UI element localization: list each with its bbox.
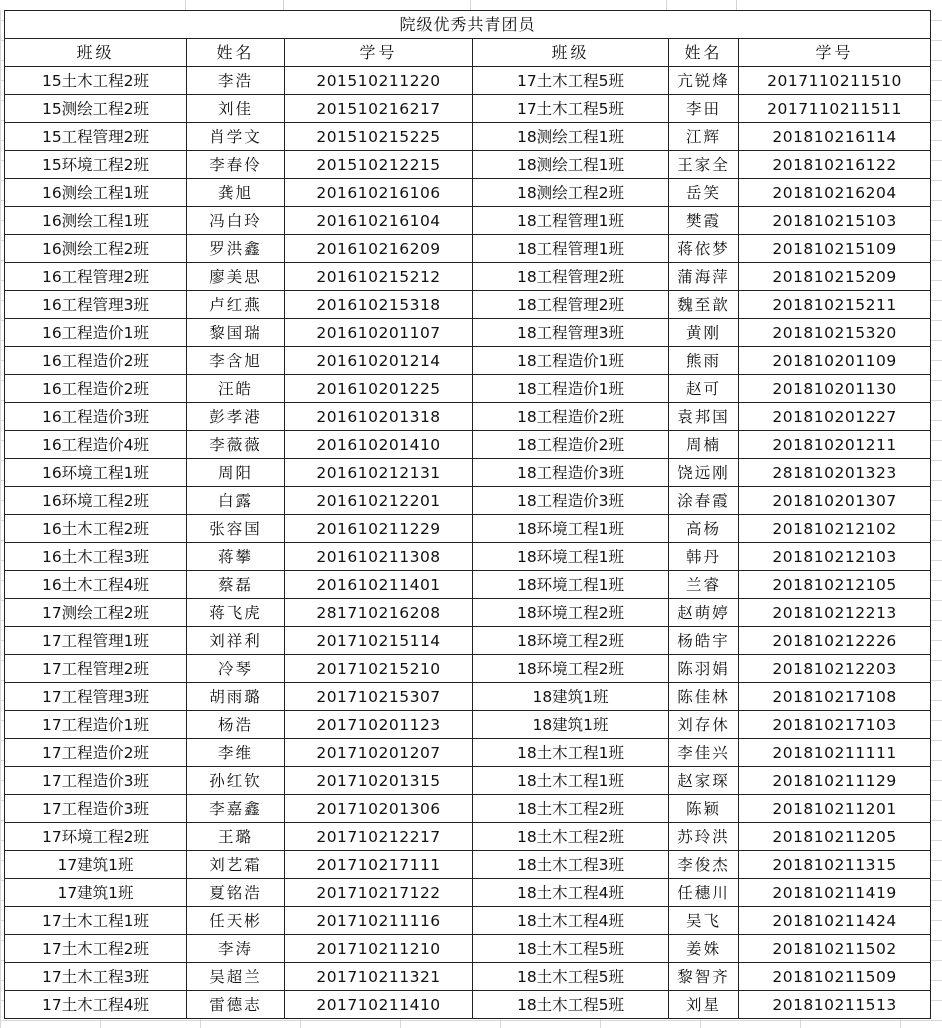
cell-name-right[interactable]: 苏玲洪 (669, 823, 739, 851)
cell-id-left[interactable]: 201710211116 (285, 907, 473, 935)
cell-name-right[interactable]: 吴飞 (669, 907, 739, 935)
cell-name-right[interactable]: 赵可 (669, 375, 739, 403)
cell-name-right[interactable]: 李田 (669, 95, 739, 123)
cell-name-right[interactable]: 熊雨 (669, 347, 739, 375)
title-row (5, 11, 931, 39)
cell-class-left[interactable]: 16测绘工程1班 (5, 207, 187, 235)
cell-id-right[interactable]: 201810212213 (739, 599, 931, 627)
header-class-right[interactable]: 班级 (473, 39, 669, 67)
table-row (5, 739, 931, 767)
cell-id-left[interactable]: 201510212215 (285, 151, 473, 179)
cell-id-left[interactable]: 201610211401 (285, 571, 473, 599)
cell-id-right[interactable]: 201810211111 (739, 739, 931, 767)
cell-name-right[interactable]: 陈羽娟 (669, 655, 739, 683)
cell-name-right[interactable]: 李佳兴 (669, 739, 739, 767)
table-row (5, 95, 931, 123)
cell-id-right[interactable]: 201810201307 (739, 487, 931, 515)
cell-class-right[interactable]: 18测绘工程2班 (473, 179, 669, 207)
cell-class-right[interactable]: 18工程造价3班 (473, 459, 669, 487)
cell-class-left[interactable]: 15工程管理2班 (5, 123, 187, 151)
table-row (5, 627, 931, 655)
cell-name-right[interactable]: 任穗川 (669, 879, 739, 907)
cell-id-left[interactable]: 201710217111 (285, 851, 473, 879)
table-row (5, 263, 931, 291)
table-row (5, 823, 931, 851)
table-row (5, 711, 931, 739)
cell-id-left[interactable]: 201710215210 (285, 655, 473, 683)
cell-class-right[interactable]: 18土木工程5班 (473, 991, 669, 1019)
cell-id-left[interactable]: 201510215225 (285, 123, 473, 151)
cell-id-left[interactable]: 201710217122 (285, 879, 473, 907)
table-row (5, 207, 931, 235)
cell-class-left[interactable]: 16测绘工程2班 (5, 235, 187, 263)
cell-class-left[interactable]: 17土木工程3班 (5, 963, 187, 991)
cell-id-left[interactable]: 201610215212 (285, 263, 473, 291)
cell-name-left[interactable]: 黎国瑞 (187, 319, 285, 347)
table-row (5, 123, 931, 151)
cell-class-left[interactable]: 16工程管理3班 (5, 291, 187, 319)
cell-class-right[interactable]: 18工程造价3班 (473, 487, 669, 515)
cell-class-left[interactable]: 17土木工程1班 (5, 907, 187, 935)
table-row (5, 851, 931, 879)
cell-class-left[interactable]: 15测绘工程2班 (5, 95, 187, 123)
cell-class-left[interactable]: 16工程造价2班 (5, 375, 187, 403)
cell-class-left[interactable]: 17土木工程2班 (5, 935, 187, 963)
cell-class-left[interactable]: 16土木工程4班 (5, 571, 187, 599)
cell-id-left[interactable]: 201710201315 (285, 767, 473, 795)
cell-class-right[interactable]: 18土木工程2班 (473, 795, 669, 823)
table-row (5, 907, 931, 935)
cell-class-left[interactable]: 16环境工程2班 (5, 487, 187, 515)
cell-name-right[interactable]: 王家全 (669, 151, 739, 179)
cell-name-left[interactable]: 蒋攀 (187, 543, 285, 571)
header-class-left[interactable]: 班级 (5, 39, 187, 67)
header-name-left[interactable]: 姓名 (187, 39, 285, 67)
cell-class-right[interactable]: 18环境工程2班 (473, 627, 669, 655)
cell-id-right[interactable]: 2017110211510 (739, 67, 931, 95)
cell-id-left[interactable]: 201610212131 (285, 459, 473, 487)
cell-name-left[interactable]: 李春伶 (187, 151, 285, 179)
cell-id-right[interactable]: 201810215103 (739, 207, 931, 235)
cell-id-right[interactable]: 201810216204 (739, 179, 931, 207)
cell-id-left[interactable]: 201610201214 (285, 347, 473, 375)
cell-class-right[interactable]: 18土木工程5班 (473, 935, 669, 963)
table-row (5, 655, 931, 683)
cell-name-left[interactable]: 龚旭 (187, 179, 285, 207)
cell-class-right[interactable]: 18环境工程1班 (473, 515, 669, 543)
cell-class-right[interactable]: 18工程造价1班 (473, 347, 669, 375)
cell-id-right[interactable]: 201810211205 (739, 823, 931, 851)
cell-class-right[interactable]: 18工程管理2班 (473, 291, 669, 319)
cell-id-right[interactable]: 201810201227 (739, 403, 931, 431)
cell-class-right[interactable]: 18土木工程4班 (473, 907, 669, 935)
table-row (5, 235, 931, 263)
cell-class-right[interactable]: 18工程造价2班 (473, 431, 669, 459)
cell-name-left[interactable]: 李含旭 (187, 347, 285, 375)
cell-id-right[interactable]: 201810201130 (739, 375, 931, 403)
cell-name-right[interactable]: 黄刚 (669, 319, 739, 347)
cell-id-left[interactable]: 201610215318 (285, 291, 473, 319)
cell-name-right[interactable]: 周楠 (669, 431, 739, 459)
cell-name-right[interactable]: 黎智齐 (669, 963, 739, 991)
cell-name-right[interactable]: 赵家琛 (669, 767, 739, 795)
cell-class-left[interactable]: 17测绘工程2班 (5, 599, 187, 627)
cell-class-right[interactable]: 18土木工程3班 (473, 851, 669, 879)
cell-class-left[interactable]: 17环境工程2班 (5, 823, 187, 851)
cell-class-left[interactable]: 16工程造价2班 (5, 347, 187, 375)
header-row (5, 39, 931, 67)
cell-name-right[interactable]: 江辉 (669, 123, 739, 151)
cell-id-left[interactable]: 201610216104 (285, 207, 473, 235)
cell-name-left[interactable]: 蔡磊 (187, 571, 285, 599)
cell-name-right[interactable]: 杨皓宇 (669, 627, 739, 655)
cell-name-left[interactable]: 李浩 (187, 67, 285, 95)
cell-id-left[interactable]: 201610216209 (285, 235, 473, 263)
cell-name-left[interactable]: 张容国 (187, 515, 285, 543)
table-row (5, 991, 931, 1019)
table-row (5, 487, 931, 515)
cell-class-right[interactable]: 18环境工程1班 (473, 571, 669, 599)
cell-name-left[interactable]: 罗洪鑫 (187, 235, 285, 263)
cell-class-left[interactable]: 15环境工程2班 (5, 151, 187, 179)
cell-id-left[interactable]: 201610201107 (285, 319, 473, 347)
cell-class-right[interactable]: 18工程造价1班 (473, 375, 669, 403)
cell-name-left[interactable]: 蒋飞虎 (187, 599, 285, 627)
cell-id-left[interactable]: 201710215307 (285, 683, 473, 711)
cell-class-left[interactable]: 16测绘工程1班 (5, 179, 187, 207)
header-id-right[interactable]: 学号 (739, 39, 931, 67)
table-row (5, 599, 931, 627)
cell-name-left[interactable]: 刘祥利 (187, 627, 285, 655)
cell-name-right[interactable]: 高杨 (669, 515, 739, 543)
cell-id-right[interactable]: 201810215320 (739, 319, 931, 347)
cell-name-left[interactable]: 廖美思 (187, 263, 285, 291)
cell-class-right[interactable]: 18建筑1班 (473, 711, 669, 739)
cell-class-right[interactable]: 18土木工程4班 (473, 879, 669, 907)
cell-name-right[interactable]: 刘星 (669, 991, 739, 1019)
cell-id-right[interactable]: 201810211315 (739, 851, 931, 879)
cell-name-right[interactable]: 蒲海萍 (669, 263, 739, 291)
cell-id-right[interactable]: 201810215211 (739, 291, 931, 319)
cell-class-right[interactable]: 18建筑1班 (473, 683, 669, 711)
cell-name-left[interactable]: 李涛 (187, 935, 285, 963)
cell-id-right[interactable]: 201810212103 (739, 543, 931, 571)
cell-name-right[interactable]: 刘存休 (669, 711, 739, 739)
cell-name-left[interactable]: 李维 (187, 739, 285, 767)
cell-id-left[interactable]: 201510216217 (285, 95, 473, 123)
cell-name-left[interactable]: 冯白玲 (187, 207, 285, 235)
table-row (5, 431, 931, 459)
table-row (5, 459, 931, 487)
cell-name-left[interactable]: 王璐 (187, 823, 285, 851)
cell-name-right[interactable]: 兰睿 (669, 571, 739, 599)
cell-id-left[interactable]: 201710215114 (285, 627, 473, 655)
cell-class-right[interactable]: 18土木工程1班 (473, 739, 669, 767)
cell-name-left[interactable]: 胡雨璐 (187, 683, 285, 711)
cell-class-left[interactable]: 16工程造价3班 (5, 403, 187, 431)
cell-name-right[interactable]: 饶远刚 (669, 459, 739, 487)
cell-id-right[interactable]: 201810211201 (739, 795, 931, 823)
cell-name-left[interactable]: 汪皓 (187, 375, 285, 403)
cell-id-left[interactable]: 201510211220 (285, 67, 473, 95)
cell-class-left[interactable]: 17土木工程4班 (5, 991, 187, 1019)
cell-name-left[interactable]: 白露 (187, 487, 285, 515)
cell-class-left[interactable]: 17建筑1班 (5, 851, 187, 879)
cell-class-right[interactable]: 18环境工程2班 (473, 599, 669, 627)
table-row (5, 543, 931, 571)
cell-id-right[interactable]: 201810217108 (739, 683, 931, 711)
cell-name-right[interactable]: 袁邦国 (669, 403, 739, 431)
cell-id-left[interactable]: 201610201410 (285, 431, 473, 459)
table-row (5, 935, 931, 963)
cell-name-left[interactable]: 彭孝港 (187, 403, 285, 431)
cell-name-left[interactable]: 雷德志 (187, 991, 285, 1019)
cell-id-left[interactable]: 201710211321 (285, 963, 473, 991)
table-title[interactable]: 院级优秀共青团员 (5, 11, 931, 39)
cell-id-right[interactable]: 201810212226 (739, 627, 931, 655)
top-row-strip (0, 0, 942, 10)
cell-class-left[interactable]: 17工程造价3班 (5, 767, 187, 795)
cell-name-left[interactable]: 杨浩 (187, 711, 285, 739)
cell-name-right[interactable]: 赵萌婷 (669, 599, 739, 627)
cell-id-right[interactable]: 201810201109 (739, 347, 931, 375)
cell-id-right[interactable]: 201810216122 (739, 151, 931, 179)
cell-id-right[interactable]: 281810201323 (739, 459, 931, 487)
cell-name-right[interactable]: 姜姝 (669, 935, 739, 963)
cell-id-right[interactable]: 201810211419 (739, 879, 931, 907)
cell-class-right[interactable]: 18工程管理3班 (473, 319, 669, 347)
cell-id-right[interactable]: 201810211509 (739, 963, 931, 991)
cell-class-left[interactable]: 17工程造价1班 (5, 711, 187, 739)
cell-id-left[interactable]: 201710201306 (285, 795, 473, 823)
cell-class-left[interactable]: 17工程造价2班 (5, 739, 187, 767)
cell-id-right[interactable]: 201810211129 (739, 767, 931, 795)
cell-name-left[interactable]: 李薇薇 (187, 431, 285, 459)
cell-class-right[interactable]: 18工程管理1班 (473, 207, 669, 235)
cell-class-left[interactable]: 16土木工程2班 (5, 515, 187, 543)
cell-id-left[interactable]: 201710201123 (285, 711, 473, 739)
cell-name-left[interactable]: 李嘉鑫 (187, 795, 285, 823)
cell-id-right[interactable]: 201810216114 (739, 123, 931, 151)
table-row (5, 67, 931, 95)
table-row (5, 403, 931, 431)
cell-id-right[interactable]: 201810215109 (739, 235, 931, 263)
cell-class-left[interactable]: 17工程造价3班 (5, 795, 187, 823)
cell-class-right[interactable]: 18工程造价2班 (473, 403, 669, 431)
table-row (5, 683, 931, 711)
table-row (5, 795, 931, 823)
cell-id-right[interactable]: 201810211513 (739, 991, 931, 1019)
cell-id-right[interactable]: 201810217103 (739, 711, 931, 739)
table-row (5, 515, 931, 543)
cell-id-left[interactable]: 201610211308 (285, 543, 473, 571)
table-row (5, 347, 931, 375)
cell-id-left[interactable]: 201710212217 (285, 823, 473, 851)
cell-class-left[interactable]: 17工程管理3班 (5, 683, 187, 711)
cell-name-right[interactable]: 陈佳林 (669, 683, 739, 711)
cell-class-left[interactable]: 17工程管理1班 (5, 627, 187, 655)
cell-id-left[interactable]: 201610201318 (285, 403, 473, 431)
table-row (5, 291, 931, 319)
cell-id-left[interactable]: 201710211210 (285, 935, 473, 963)
cell-class-right[interactable]: 18土木工程2班 (473, 823, 669, 851)
cell-class-left[interactable]: 16工程造价1班 (5, 319, 187, 347)
cell-name-left[interactable]: 冷琴 (187, 655, 285, 683)
cell-id-left[interactable]: 201610212201 (285, 487, 473, 515)
cell-id-left[interactable]: 201610216106 (285, 179, 473, 207)
cell-id-right[interactable]: 201810212102 (739, 515, 931, 543)
cell-class-right[interactable]: 18土木工程1班 (473, 767, 669, 795)
cell-id-left[interactable]: 281710216208 (285, 599, 473, 627)
table-row (5, 879, 931, 907)
cell-name-left[interactable]: 卢红燕 (187, 291, 285, 319)
cell-id-right[interactable]: 201810211424 (739, 907, 931, 935)
cell-name-right[interactable]: 涂春霞 (669, 487, 739, 515)
cell-name-left[interactable]: 夏铭浩 (187, 879, 285, 907)
cell-id-right[interactable]: 201810212203 (739, 655, 931, 683)
table-row (5, 571, 931, 599)
cell-id-left[interactable]: 201710211410 (285, 991, 473, 1019)
cell-id-right[interactable]: 201810212105 (739, 571, 931, 599)
cell-class-right[interactable]: 18工程管理1班 (473, 235, 669, 263)
cell-class-left[interactable]: 16工程管理2班 (5, 263, 187, 291)
cell-id-left[interactable]: 201610201225 (285, 375, 473, 403)
table-row (5, 963, 931, 991)
cell-id-right[interactable]: 201810215209 (739, 263, 931, 291)
cell-id-left[interactable]: 201710201207 (285, 739, 473, 767)
cell-id-right[interactable]: 2017110211511 (739, 95, 931, 123)
cell-name-right[interactable]: 樊霞 (669, 207, 739, 235)
cell-class-right[interactable]: 18测绘工程1班 (473, 151, 669, 179)
cell-class-left[interactable]: 15土木工程2班 (5, 67, 187, 95)
cell-id-right[interactable]: 201810201211 (739, 431, 931, 459)
cell-class-left[interactable]: 17建筑1班 (5, 879, 187, 907)
cell-class-right[interactable]: 18工程管理2班 (473, 263, 669, 291)
cell-name-left[interactable]: 刘佳 (187, 95, 285, 123)
cell-class-right[interactable]: 17土木工程5班 (473, 67, 669, 95)
cell-class-right[interactable]: 18土木工程5班 (473, 963, 669, 991)
cell-class-left[interactable]: 16工程造价4班 (5, 431, 187, 459)
cell-class-right[interactable]: 18环境工程1班 (473, 543, 669, 571)
cell-name-right[interactable]: 魏至歆 (669, 291, 739, 319)
cell-name-left[interactable]: 周阳 (187, 459, 285, 487)
cell-name-left[interactable]: 任天彬 (187, 907, 285, 935)
cell-name-right[interactable]: 亢锐烽 (669, 67, 739, 95)
cell-class-right[interactable]: 18测绘工程1班 (473, 123, 669, 151)
cell-id-right[interactable]: 201810211502 (739, 935, 931, 963)
cell-name-left[interactable]: 刘艺霜 (187, 851, 285, 879)
cell-class-right[interactable]: 17土木工程5班 (473, 95, 669, 123)
table-row (5, 319, 931, 347)
cell-class-left[interactable]: 16土木工程3班 (5, 543, 187, 571)
cell-name-right[interactable]: 李俊杰 (669, 851, 739, 879)
cell-name-right[interactable]: 韩丹 (669, 543, 739, 571)
header-name-right[interactable]: 姓名 (669, 39, 739, 67)
cell-class-right[interactable]: 18环境工程2班 (473, 655, 669, 683)
cell-name-right[interactable]: 蒋依梦 (669, 235, 739, 263)
table-row (5, 151, 931, 179)
cell-name-left[interactable]: 吴超兰 (187, 963, 285, 991)
cell-name-left[interactable]: 肖学文 (187, 123, 285, 151)
honor-roll-table (4, 10, 931, 1019)
cell-name-right[interactable]: 岳笑 (669, 179, 739, 207)
cell-class-left[interactable]: 17工程管理2班 (5, 655, 187, 683)
table-row (5, 767, 931, 795)
cell-class-left[interactable]: 16环境工程1班 (5, 459, 187, 487)
cell-id-left[interactable]: 201610211229 (285, 515, 473, 543)
header-id-left[interactable]: 学号 (285, 39, 473, 67)
table-row (5, 179, 931, 207)
table-row (5, 375, 931, 403)
cell-name-left[interactable]: 孙红钦 (187, 767, 285, 795)
cell-name-right[interactable]: 陈颖 (669, 795, 739, 823)
